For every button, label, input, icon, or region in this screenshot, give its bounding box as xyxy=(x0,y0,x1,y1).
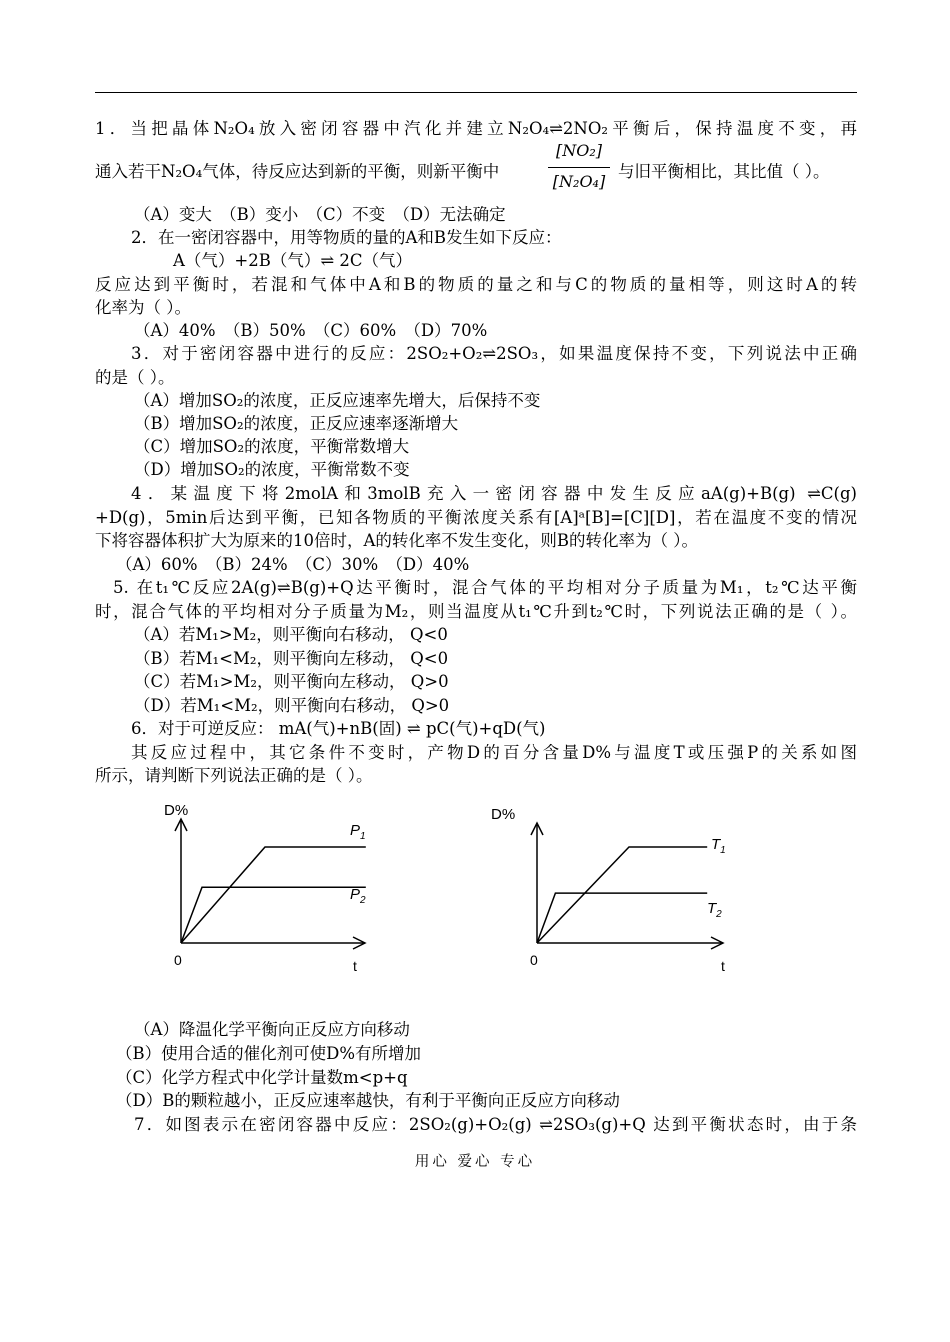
q2-equation: A（气）+2B（气）⇌ 2C（气） xyxy=(173,251,413,270)
q3-option-b: （B）增加SO₂的浓度，正反应速率逐渐增大 xyxy=(134,414,459,433)
chart-temperature xyxy=(485,795,745,985)
q6-option-d: （D）B的颗粒越小，正反应速率越快，有利于平衡向正反应方向移动 xyxy=(116,1091,620,1110)
fraction-bar xyxy=(548,167,610,168)
chart2-label-t1: $T_1$ xyxy=(711,836,726,856)
q3-line2: 的是（ ）。 xyxy=(95,368,175,387)
q5-option-c: （C）若M₁>M₂，则平衡向左移动， Q>0 xyxy=(134,672,449,691)
q1-line1: 1．当把晶体N₂O₄放入密闭容器中汽化并建立N₂O₄⇌2NO₂平衡后，保持温度不变，再 xyxy=(95,119,857,138)
chart2-series-t2 xyxy=(537,893,707,943)
q2-line4: 化率为（ ）。 xyxy=(95,298,191,317)
q6-line2: 其反应过程中，其它条件不变时，产物D的百分含量D%与温度T或压强P的关系如图 xyxy=(131,743,857,762)
chart1-label-p2: $P_2$ xyxy=(350,886,366,906)
q1-options: （A）变大 （B）变小 （C）不变 （D）无法确定 xyxy=(134,205,506,224)
chart2-series-t1 xyxy=(537,847,707,943)
fraction-denominator: [N₂O₄] xyxy=(552,172,606,191)
q3-option-d: （D）增加SO₂的浓度，平衡常数不变 xyxy=(134,460,410,479)
q1-line2a: 通入若干N₂O₄气体，待反应达到新的平衡，则新平衡中 xyxy=(95,162,500,181)
chart1-series-p2 xyxy=(181,887,366,943)
chart2-origin: 0 xyxy=(530,952,538,968)
q4-line3: 下将容器体积扩大为原来的10倍时，A的转化率不发生变化，则B的转化率为（ ）。 xyxy=(95,531,699,550)
q5-option-b: （B）若M₁<M₂，则平衡向左移动， Q<0 xyxy=(134,649,449,668)
q3-option-c: （C）增加SO₂的浓度，平衡常数增大 xyxy=(134,437,410,456)
q6-option-b: （B）使用合适的催化剂可使D%有所增加 xyxy=(116,1044,422,1063)
q5-option-a: （A）若M₁>M₂，则平衡向右移动， Q<0 xyxy=(134,625,448,644)
q5-line2: 时，混合气体的平均相对分子质量为M₂，则当温度从t₁℃升到t₂℃时，下列说法正确的是（ ）。 xyxy=(95,602,857,621)
q3-option-a: （A）增加SO₂的浓度，正反应速率先增大，后保持不变 xyxy=(134,391,541,410)
chart2-ylabel: D% xyxy=(491,806,516,823)
q4-line2: +D(g)，5min后达到平衡，已知各物质的平衡浓度关系有[A]ᵃ[B]=[C][D]，若在温度不变的情况 xyxy=(95,508,857,527)
fraction-numerator: [NO₂] xyxy=(555,141,602,160)
page-footer: 用心 爱心 专心 xyxy=(414,1154,536,1170)
chart2-xlabel: t xyxy=(721,958,725,974)
q6-option-c: （C）化学方程式中化学计量数m<p+q xyxy=(116,1068,408,1087)
header-rule xyxy=(95,92,857,93)
chart1-label-p1: $P_1$ xyxy=(350,822,366,842)
chart1-xlabel: t xyxy=(353,958,357,974)
q6-line1: 6．对于可逆反应： mA(气)+nB(固) ⇌ pC(气)+qD(气) xyxy=(131,719,546,738)
q4-line1: 4．某温度下将2molA和3molB充入一密闭容器中发生反应aA(g)+B(g) ⇌C(g) xyxy=(131,484,857,503)
q1-line2b: 与旧平衡相比，其比值（ ）。 xyxy=(618,162,830,181)
q2-line3: 反应达到平衡时，若混和气体中A和B的物质的量之和与C的物质的量相等，则这时A的转 xyxy=(95,275,857,294)
q6-line3: 所示，请判断下列说法正确的是（ ）。 xyxy=(95,766,373,785)
q2-line1: 2．在一密闭容器中，用等物质的量的A和B发生如下反应： xyxy=(131,228,562,247)
q6-option-a: （A）降温化学平衡向正反应方向移动 xyxy=(134,1020,410,1039)
chart-pressure xyxy=(150,795,390,985)
chart1-series-p1 xyxy=(181,847,366,943)
q7-line1: 7．如图表示在密闭容器中反应：2SO₂(g)+O₂(g) ⇌2SO₃(g)+Q 达到平衡状态时，由于条 xyxy=(134,1115,857,1134)
q4-options: （A）60% （B）24% （C）30% （D）40% xyxy=(116,555,470,574)
chart1-origin: 0 xyxy=(174,952,182,968)
q5-option-d: （D）若M₁<M₂，则平衡向右移动， Q>0 xyxy=(134,696,450,715)
q3-line1: 3．对于密闭容器中进行的反应：2SO₂+O₂⇌2SO₃，如果温度保持不变，下列说法中正确 xyxy=(131,344,857,363)
q2-options: （A）40% （B）50% （C）60% （D）70% xyxy=(134,321,488,340)
q5-line1: 5. 在t₁℃反应2A(g)⇌B(g)+Q达平衡时，混合气体的平均相对分子质量为M₁，t₂℃达平衡 xyxy=(113,578,857,597)
chart1-ylabel: D% xyxy=(164,802,189,819)
chart2-label-t2: $T_2$ xyxy=(707,900,722,920)
